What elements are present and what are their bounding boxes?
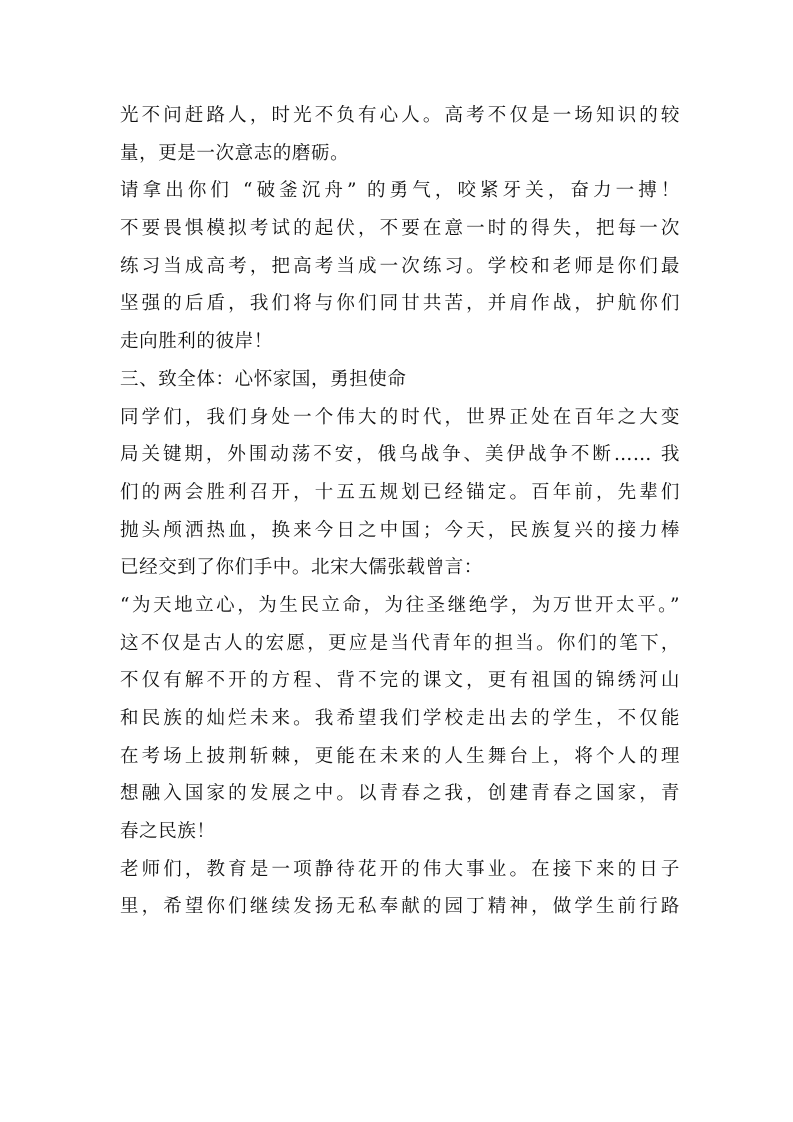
text-line: 三、致全体：心怀家国，勇担使命 (120, 368, 407, 390)
text-line: 抛头颅洒热血，换来今日之中国；今天，民族复兴的接力棒 (120, 519, 680, 541)
text-line: 光不问赶路人，时光不负有心人。高考不仅是一场知识的较 (120, 105, 680, 126)
text-line: 这不仅是古人的宏愿，更应是当代青年的担当。你们的笔下， (120, 632, 680, 654)
text-line: 练习当成高考，把高考当成一次练习。学校和老师是你们最 (120, 255, 680, 277)
text-line: 已经交到了你们手中。北宋大儒张载曾言： (120, 557, 483, 579)
document-body (120, 97, 680, 926)
text-line: 不要畏惧模拟考试的起伏，不要在意一时的得失，把每一次 (120, 218, 680, 240)
text-line: 里，希望你们继续发扬无私奉献的园丁精神，做学生前行路 (120, 896, 680, 918)
text-line: “为天地立心，为生民立命，为往圣继绝学，为万世开太平。” (120, 594, 680, 616)
text-line: 在考场上披荆斩棘，更能在未来的人生舞台上，将个人的理 (120, 745, 680, 767)
text-line: 老师们，教育是一项静待花开的伟大事业。在接下来的日子 (120, 858, 680, 880)
text-line: 请拿出你们 “破釜沉舟” 的勇气，咬紧牙关，奋力一搏！ (120, 180, 680, 202)
text-line: 想融入国家的发展之中。以青春之我，创建青春之国家，青 (120, 783, 680, 805)
text-line: 量，更是一次意志的磨砺。 (120, 142, 350, 164)
text-line: 和民族的灿烂未来。我希望我们学校走出去的学生，不仅能 (120, 708, 680, 729)
text-line: 不仅有解不开的方程、背不完的课文，更有祖国的锦绣河山 (120, 670, 680, 692)
text-line: 局关键期，外围动荡不安，俄乌战争、美伊战争不断…… 我 (120, 444, 680, 466)
text-line: 同学们，我们身处一个伟大的时代，世界正处在百年之大变 (120, 406, 680, 428)
text-line: 坚强的后盾，我们将与你们同甘共苦，并肩作战，护航你们 (120, 293, 680, 315)
text-line: 们的两会胜利召开，十五五规划已经锚定。百年前，先辈们 (120, 481, 680, 503)
text-line: 走向胜利的彼岸！ (120, 331, 273, 353)
text-line: 春之民族！ (120, 821, 216, 843)
